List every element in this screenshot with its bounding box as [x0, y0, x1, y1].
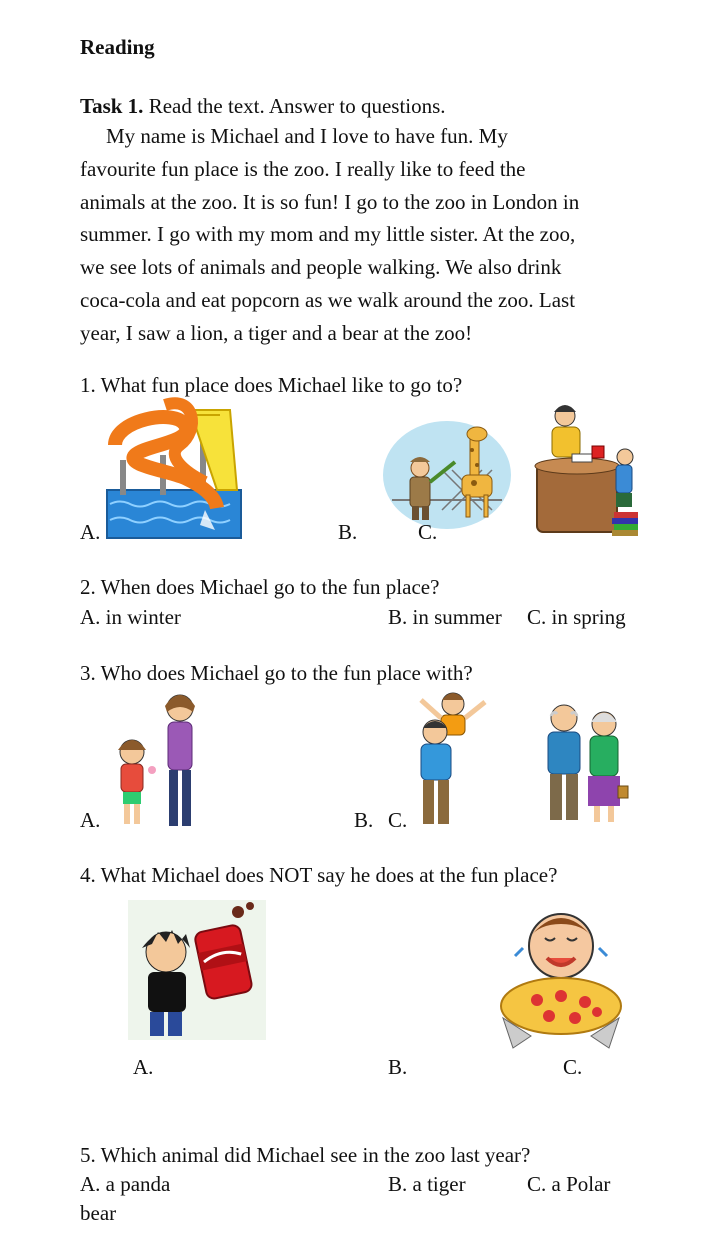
- coca-cola-picture: [128, 900, 266, 1040]
- q2-option-c[interactable]: C. in spring: [527, 605, 626, 629]
- text-line: year, I saw a lion, a tiger and a bear at the zoo!: [80, 320, 473, 345]
- question-5: 5. Which animal did Michael see in the zoo last year?: [80, 1143, 531, 1167]
- library-desk-picture: [532, 402, 642, 542]
- zookeeper-giraffe-picture: [382, 420, 512, 530]
- q5-option-b[interactable]: B. a tiger: [388, 1172, 466, 1196]
- text-line: My name is Michael and I love to have fun. My: [106, 124, 508, 148]
- q3-option-c[interactable]: C.: [388, 808, 408, 832]
- q5-option-c[interactable]: C. a Polar: [527, 1172, 611, 1196]
- waterslide-picture: [105, 400, 245, 542]
- question-4: 4. What Michael does NOT say he does at the fun place?: [80, 863, 558, 887]
- grandparents-picture: [540, 702, 632, 826]
- reading-text: [80, 120, 640, 350]
- task-heading: [80, 90, 446, 123]
- task-instruction: Read the text. Answer to questions.: [148, 94, 446, 118]
- text-line: coca-cola and eat popcorn as we walk around the zoo. Last: [80, 287, 576, 312]
- q4-option-a[interactable]: A.: [133, 1055, 154, 1079]
- pizza-boy-picture: [497, 908, 625, 1053]
- mother-daughter-picture: [105, 690, 205, 830]
- q5-option-a[interactable]: A. a panda: [80, 1172, 171, 1196]
- question-3: 3. Who does Michael go to the fun place with?: [80, 661, 473, 685]
- text-line: we see lots of animals and people walking. We also drink: [80, 255, 562, 280]
- q2-option-b[interactable]: B. in summer: [388, 605, 502, 629]
- q1-option-b[interactable]: B.: [338, 520, 358, 544]
- q4-option-c[interactable]: C.: [563, 1055, 583, 1079]
- q5-option-c-continuation: bear: [80, 1201, 117, 1225]
- q1-option-a[interactable]: A.: [80, 520, 101, 544]
- task-label: Task 1.: [80, 94, 144, 118]
- text-line: animals at the zoo. It is so fun! I go to the zoo in London in: [80, 189, 580, 214]
- q2-option-a[interactable]: A. in winter: [80, 605, 181, 629]
- q4-option-b[interactable]: B.: [388, 1055, 408, 1079]
- page-title: Reading: [80, 35, 155, 59]
- q1-option-c[interactable]: C.: [418, 520, 438, 544]
- question-1: 1. What fun place does Michael like to go to?: [80, 373, 463, 397]
- q3-option-b[interactable]: B.: [354, 808, 374, 832]
- q3-option-a[interactable]: A.: [80, 808, 101, 832]
- text-line: summer. I go with my mom and my little sister. At the zoo,: [80, 222, 576, 247]
- question-2: 2. When does Michael go to the fun place?: [80, 575, 440, 599]
- text-line: favourite fun place is the zoo. I really like to feed the: [80, 156, 526, 181]
- father-son-picture: [403, 688, 493, 830]
